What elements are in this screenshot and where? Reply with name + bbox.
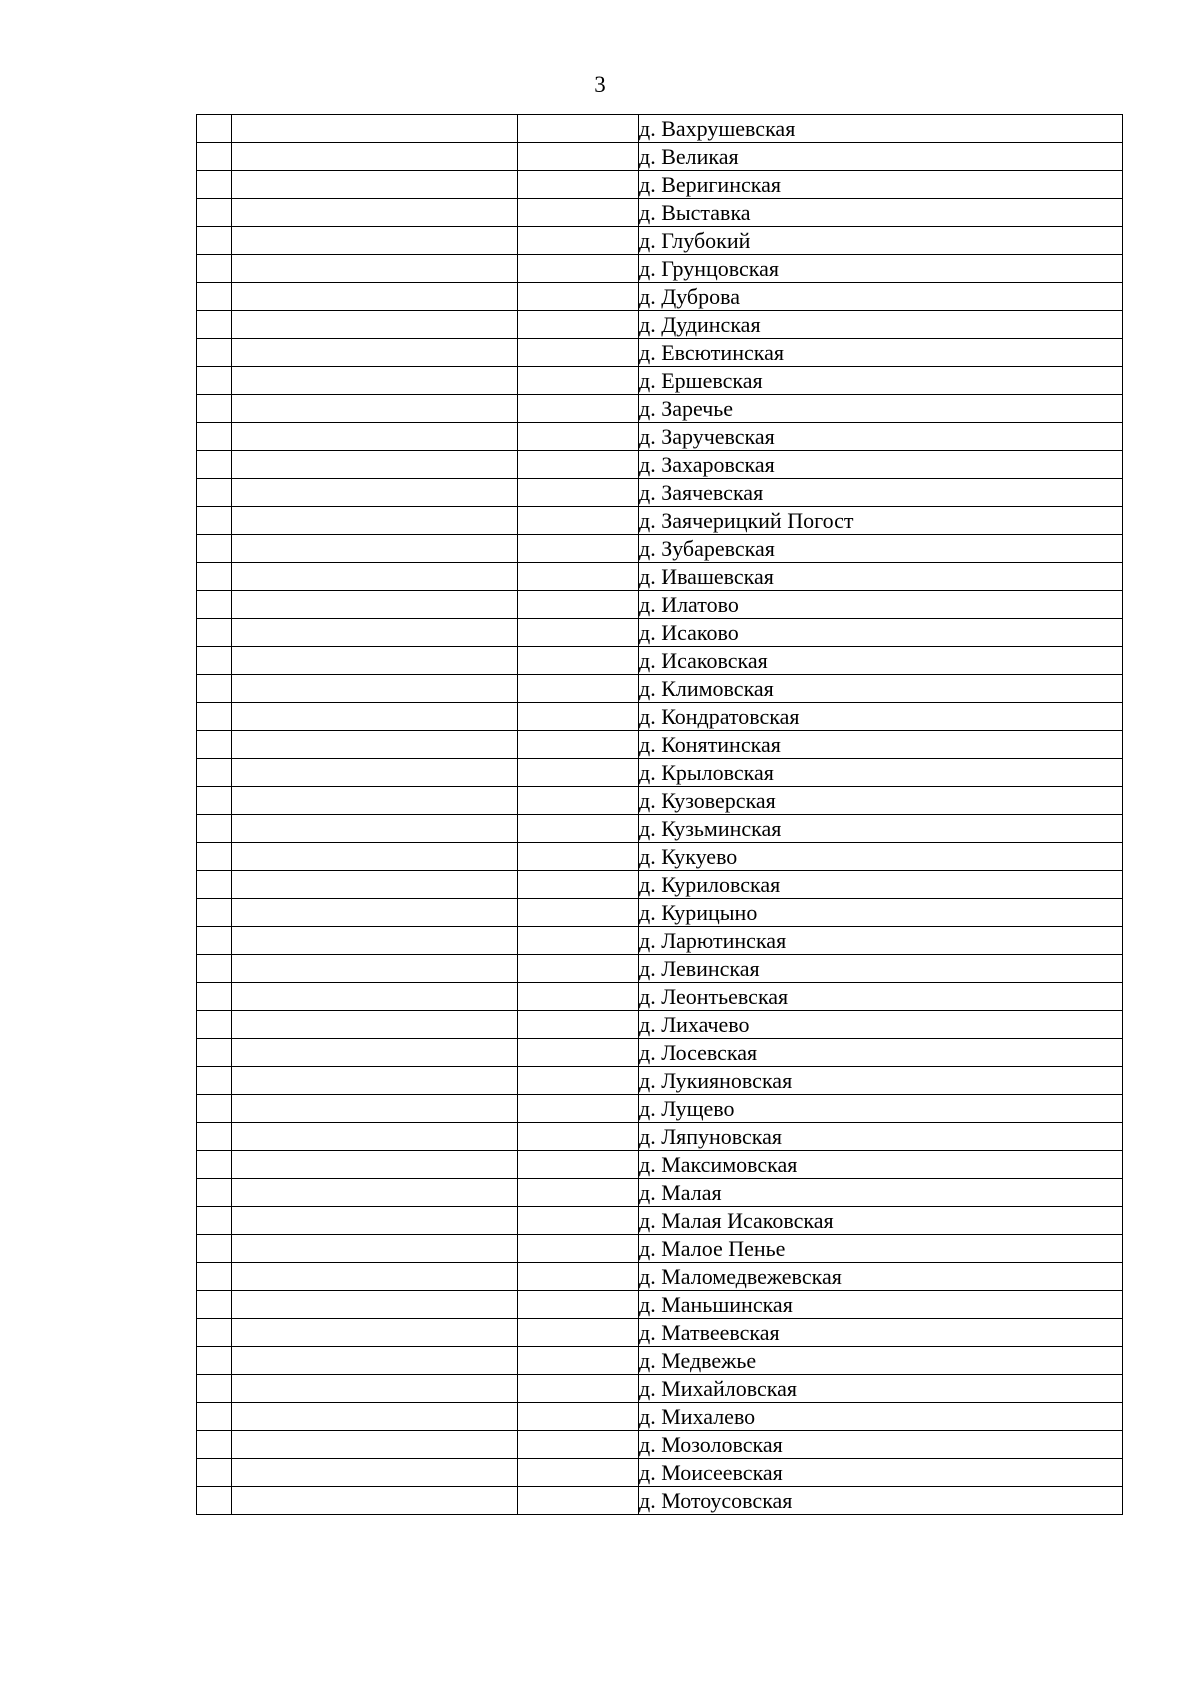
district-cell xyxy=(232,843,518,871)
code-cell xyxy=(518,1291,639,1319)
code-cell xyxy=(518,1067,639,1095)
number-cell xyxy=(197,1403,232,1431)
number-cell xyxy=(197,899,232,927)
table-row xyxy=(197,983,1123,1011)
number-cell xyxy=(197,143,232,171)
number-cell xyxy=(197,227,232,255)
number-cell xyxy=(197,647,232,675)
settlement-name-cell: д. Куриловская xyxy=(639,871,1123,899)
district-cell xyxy=(232,395,518,423)
table-row xyxy=(197,1487,1123,1515)
code-cell xyxy=(518,311,639,339)
settlement-name-cell: д. Михалево xyxy=(639,1403,1123,1431)
settlement-name-cell: д. Медвежье xyxy=(639,1347,1123,1375)
code-cell xyxy=(518,619,639,647)
settlement-name-cell: д. Грунцовская xyxy=(639,255,1123,283)
table-row xyxy=(197,255,1123,283)
table-row xyxy=(197,731,1123,759)
settlement-name-cell: д. Моисеевская xyxy=(639,1459,1123,1487)
settlements-table-body xyxy=(197,115,1123,1515)
settlement-name-cell: д. Лукияновская xyxy=(639,1067,1123,1095)
number-cell xyxy=(197,983,232,1011)
district-cell xyxy=(232,115,518,143)
number-cell xyxy=(197,703,232,731)
number-cell xyxy=(197,283,232,311)
code-cell xyxy=(518,731,639,759)
settlement-name-cell: д. Глубокий xyxy=(639,227,1123,255)
table-row xyxy=(197,927,1123,955)
table-row xyxy=(197,563,1123,591)
number-cell xyxy=(197,759,232,787)
number-cell xyxy=(197,1487,232,1515)
settlement-name-cell: д. Курицыно xyxy=(639,899,1123,927)
number-cell xyxy=(197,339,232,367)
settlement-name-cell: д. Лосевская xyxy=(639,1039,1123,1067)
settlement-name-cell: д. Кондратовская xyxy=(639,703,1123,731)
table-row xyxy=(197,787,1123,815)
district-cell xyxy=(232,675,518,703)
settlement-name-cell: д. Ляпуновская xyxy=(639,1123,1123,1151)
settlement-name-cell: д. Зубаревская xyxy=(639,535,1123,563)
number-cell xyxy=(197,563,232,591)
table-row xyxy=(197,815,1123,843)
district-cell xyxy=(232,1151,518,1179)
district-cell xyxy=(232,647,518,675)
table-row xyxy=(197,1403,1123,1431)
number-cell xyxy=(197,1151,232,1179)
table-row xyxy=(197,367,1123,395)
number-cell xyxy=(197,115,232,143)
table-row xyxy=(197,339,1123,367)
code-cell xyxy=(518,451,639,479)
table-row xyxy=(197,143,1123,171)
district-cell xyxy=(232,1179,518,1207)
number-cell xyxy=(197,591,232,619)
number-cell xyxy=(197,367,232,395)
code-cell xyxy=(518,1095,639,1123)
code-cell xyxy=(518,1179,639,1207)
table-row xyxy=(197,171,1123,199)
settlement-name-cell: д. Евсютинская xyxy=(639,339,1123,367)
table-row xyxy=(197,1347,1123,1375)
table-row xyxy=(197,227,1123,255)
settlement-name-cell: д. Конятинская xyxy=(639,731,1123,759)
district-cell xyxy=(232,815,518,843)
number-cell xyxy=(197,479,232,507)
district-cell xyxy=(232,759,518,787)
table-row xyxy=(197,647,1123,675)
district-cell xyxy=(232,1011,518,1039)
settlement-name-cell: д. Ивашевская xyxy=(639,563,1123,591)
code-cell xyxy=(518,955,639,983)
settlement-name-cell: д. Великая xyxy=(639,143,1123,171)
code-cell xyxy=(518,255,639,283)
code-cell xyxy=(518,703,639,731)
number-cell xyxy=(197,1095,232,1123)
settlement-name-cell: д. Малая xyxy=(639,1179,1123,1207)
table-row xyxy=(197,703,1123,731)
settlement-name-cell: д. Максимовская xyxy=(639,1151,1123,1179)
table-row xyxy=(197,1319,1123,1347)
settlement-name-cell: д. Малая Исаковская xyxy=(639,1207,1123,1235)
code-cell xyxy=(518,423,639,451)
number-cell xyxy=(197,871,232,899)
settlement-name-cell: д. Исаковская xyxy=(639,647,1123,675)
settlements-table xyxy=(196,114,1123,1515)
district-cell xyxy=(232,227,518,255)
table-row xyxy=(197,1039,1123,1067)
settlement-name-cell: д. Климовская xyxy=(639,675,1123,703)
district-cell xyxy=(232,1431,518,1459)
number-cell xyxy=(197,731,232,759)
district-cell xyxy=(232,1207,518,1235)
district-cell xyxy=(232,1263,518,1291)
code-cell xyxy=(518,535,639,563)
number-cell xyxy=(197,1263,232,1291)
code-cell xyxy=(518,1487,639,1515)
table-row xyxy=(197,395,1123,423)
settlement-name-cell: д. Заречье xyxy=(639,395,1123,423)
district-cell xyxy=(232,703,518,731)
district-cell xyxy=(232,563,518,591)
code-cell xyxy=(518,1319,639,1347)
table-row xyxy=(197,619,1123,647)
district-cell xyxy=(232,423,518,451)
code-cell xyxy=(518,983,639,1011)
settlement-name-cell: д. Захаровская xyxy=(639,451,1123,479)
number-cell xyxy=(197,255,232,283)
code-cell xyxy=(518,1151,639,1179)
number-cell xyxy=(197,1319,232,1347)
table-row xyxy=(197,1291,1123,1319)
number-cell xyxy=(197,199,232,227)
table-row xyxy=(197,1263,1123,1291)
code-cell xyxy=(518,367,639,395)
code-cell xyxy=(518,1263,639,1291)
code-cell xyxy=(518,843,639,871)
code-cell xyxy=(518,1235,639,1263)
table-row xyxy=(197,535,1123,563)
number-cell xyxy=(197,843,232,871)
code-cell xyxy=(518,283,639,311)
code-cell xyxy=(518,787,639,815)
settlement-name-cell: д. Мозоловская xyxy=(639,1431,1123,1459)
number-cell xyxy=(197,1039,232,1067)
number-cell xyxy=(197,1207,232,1235)
settlement-name-cell: д. Лихачево xyxy=(639,1011,1123,1039)
district-cell xyxy=(232,1319,518,1347)
number-cell xyxy=(197,955,232,983)
district-cell xyxy=(232,619,518,647)
settlement-name-cell: д. Веригинская xyxy=(639,171,1123,199)
number-cell xyxy=(197,787,232,815)
code-cell xyxy=(518,815,639,843)
code-cell xyxy=(518,591,639,619)
code-cell xyxy=(518,339,639,367)
code-cell xyxy=(518,647,639,675)
settlement-name-cell: д. Заячевская xyxy=(639,479,1123,507)
code-cell xyxy=(518,1431,639,1459)
table-row xyxy=(197,115,1123,143)
code-cell xyxy=(518,115,639,143)
number-cell xyxy=(197,815,232,843)
district-cell xyxy=(232,367,518,395)
code-cell xyxy=(518,171,639,199)
district-cell xyxy=(232,479,518,507)
settlement-name-cell: д. Выставка xyxy=(639,199,1123,227)
settlement-name-cell: д. Кузоверская xyxy=(639,787,1123,815)
district-cell xyxy=(232,1347,518,1375)
settlement-name-cell: д. Дудинская xyxy=(639,311,1123,339)
table-row xyxy=(197,1095,1123,1123)
code-cell xyxy=(518,507,639,535)
district-cell xyxy=(232,1095,518,1123)
table-row xyxy=(197,1459,1123,1487)
number-cell xyxy=(197,507,232,535)
settlement-name-cell: д. Мотоусовская xyxy=(639,1487,1123,1515)
table-row xyxy=(197,479,1123,507)
district-cell xyxy=(232,535,518,563)
number-cell xyxy=(197,311,232,339)
table-row xyxy=(197,899,1123,927)
settlement-name-cell: д. Ершевская xyxy=(639,367,1123,395)
district-cell xyxy=(232,339,518,367)
table-row xyxy=(197,1207,1123,1235)
table-row xyxy=(197,1179,1123,1207)
table-row xyxy=(197,759,1123,787)
code-cell xyxy=(518,759,639,787)
code-cell xyxy=(518,1347,639,1375)
district-cell xyxy=(232,871,518,899)
settlement-name-cell: д. Дуброва xyxy=(639,283,1123,311)
code-cell xyxy=(518,871,639,899)
table-row xyxy=(197,311,1123,339)
number-cell xyxy=(197,395,232,423)
district-cell xyxy=(232,731,518,759)
settlement-name-cell: д. Заячерицкий Погост xyxy=(639,507,1123,535)
number-cell xyxy=(197,619,232,647)
district-cell xyxy=(232,1039,518,1067)
table-row xyxy=(197,843,1123,871)
number-cell xyxy=(197,1235,232,1263)
settlement-name-cell: д. Заручевская xyxy=(639,423,1123,451)
number-cell xyxy=(197,1179,232,1207)
settlement-name-cell: д. Матвеевская xyxy=(639,1319,1123,1347)
code-cell xyxy=(518,479,639,507)
table-row xyxy=(197,1011,1123,1039)
district-cell xyxy=(232,283,518,311)
page-number: 3 xyxy=(594,72,606,97)
table-row xyxy=(197,451,1123,479)
table-row xyxy=(197,955,1123,983)
code-cell xyxy=(518,395,639,423)
table-row xyxy=(197,1235,1123,1263)
code-cell xyxy=(518,899,639,927)
district-cell xyxy=(232,1375,518,1403)
number-cell xyxy=(197,927,232,955)
table-row xyxy=(197,283,1123,311)
number-cell xyxy=(197,1375,232,1403)
settlement-name-cell: д. Малое Пенье xyxy=(639,1235,1123,1263)
table-row xyxy=(197,1375,1123,1403)
settlement-name-cell: д. Илатово xyxy=(639,591,1123,619)
table-row xyxy=(197,1123,1123,1151)
number-cell xyxy=(197,1067,232,1095)
district-cell xyxy=(232,787,518,815)
number-cell xyxy=(197,1011,232,1039)
number-cell xyxy=(197,675,232,703)
district-cell xyxy=(232,591,518,619)
district-cell xyxy=(232,171,518,199)
number-cell xyxy=(197,535,232,563)
district-cell xyxy=(232,451,518,479)
table-row xyxy=(197,1067,1123,1095)
settlement-name-cell: д. Кукуево xyxy=(639,843,1123,871)
settlement-name-cell: д. Маньшинская xyxy=(639,1291,1123,1319)
district-cell xyxy=(232,955,518,983)
table-row xyxy=(197,591,1123,619)
settlement-name-cell: д. Вахрушевская xyxy=(639,115,1123,143)
district-cell xyxy=(232,143,518,171)
settlement-name-cell: д. Крыловская xyxy=(639,759,1123,787)
code-cell xyxy=(518,927,639,955)
table-row xyxy=(197,199,1123,227)
settlement-name-cell: д. Лущево xyxy=(639,1095,1123,1123)
table-row xyxy=(197,507,1123,535)
number-cell xyxy=(197,1459,232,1487)
table-row xyxy=(197,675,1123,703)
number-cell xyxy=(197,1123,232,1151)
table-row xyxy=(197,1151,1123,1179)
district-cell xyxy=(232,1067,518,1095)
settlement-name-cell: д. Леонтьевская xyxy=(639,983,1123,1011)
settlement-name-cell: д. Левинская xyxy=(639,955,1123,983)
district-cell xyxy=(232,1459,518,1487)
code-cell xyxy=(518,675,639,703)
district-cell xyxy=(232,1403,518,1431)
settlement-name-cell: д. Исаково xyxy=(639,619,1123,647)
settlement-name-cell: д. Михайловская xyxy=(639,1375,1123,1403)
district-cell xyxy=(232,311,518,339)
district-cell xyxy=(232,983,518,1011)
table-row xyxy=(197,1431,1123,1459)
table-row xyxy=(197,423,1123,451)
code-cell xyxy=(518,199,639,227)
district-cell xyxy=(232,1123,518,1151)
number-cell xyxy=(197,1431,232,1459)
code-cell xyxy=(518,1403,639,1431)
number-cell xyxy=(197,1347,232,1375)
district-cell xyxy=(232,199,518,227)
number-cell xyxy=(197,171,232,199)
district-cell xyxy=(232,507,518,535)
settlement-name-cell: д. Маломедвежевская xyxy=(639,1263,1123,1291)
number-cell xyxy=(197,1291,232,1319)
district-cell xyxy=(232,255,518,283)
district-cell xyxy=(232,1291,518,1319)
district-cell xyxy=(232,899,518,927)
code-cell xyxy=(518,1207,639,1235)
code-cell xyxy=(518,563,639,591)
code-cell xyxy=(518,1011,639,1039)
number-cell xyxy=(197,451,232,479)
table-row xyxy=(197,871,1123,899)
code-cell xyxy=(518,1459,639,1487)
code-cell xyxy=(518,143,639,171)
settlement-name-cell: д. Кузьминская xyxy=(639,815,1123,843)
code-cell xyxy=(518,1375,639,1403)
district-cell xyxy=(232,1235,518,1263)
district-cell xyxy=(232,1487,518,1515)
code-cell xyxy=(518,1039,639,1067)
settlement-name-cell: д. Ларютинская xyxy=(639,927,1123,955)
district-cell xyxy=(232,927,518,955)
number-cell xyxy=(197,423,232,451)
code-cell xyxy=(518,227,639,255)
code-cell xyxy=(518,1123,639,1151)
